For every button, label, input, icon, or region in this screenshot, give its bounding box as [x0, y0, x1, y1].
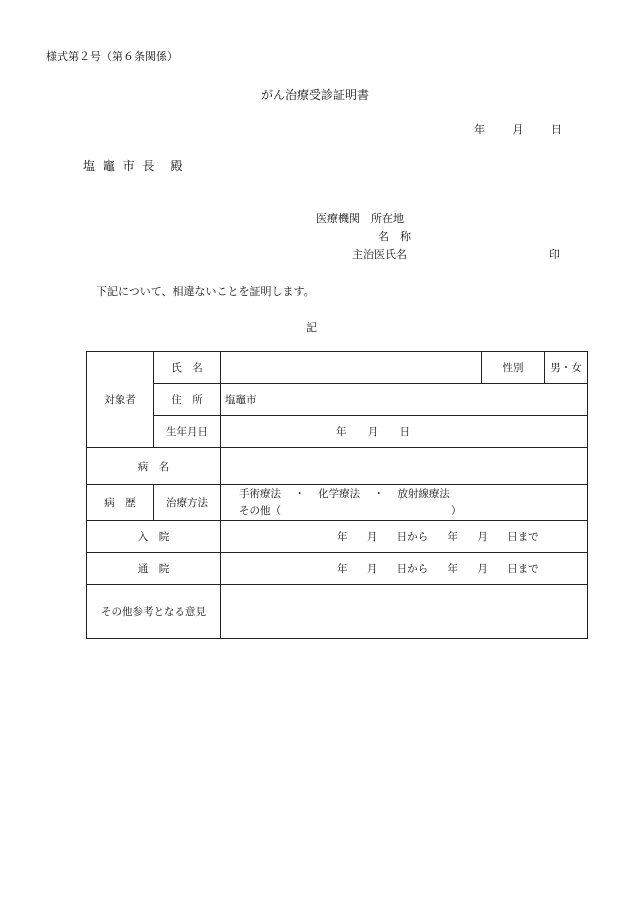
- admission-label: 入 院: [87, 521, 221, 553]
- institution-name-label: 名 称: [378, 230, 411, 243]
- admission-period-field[interactable]: 年 月 日から 年 月 日まで: [221, 521, 588, 553]
- certificate-table: [86, 351, 588, 639]
- birthdate-value-field[interactable]: 年 月 日: [221, 416, 588, 448]
- sex-options[interactable]: 男・女: [545, 352, 588, 384]
- seal-mark: 印: [549, 248, 560, 261]
- doctor-name-label: 主治医氏名: [352, 248, 407, 261]
- treatment-other: [225, 503, 583, 520]
- treatment-other-close: ）: [451, 504, 462, 517]
- remarks-label: その他参考となる意見: [87, 585, 221, 639]
- outpatient-period-field[interactable]: 年 月 日から 年 月 日まで: [221, 553, 588, 585]
- record-mark: 記: [306, 321, 317, 334]
- remarks-value-field[interactable]: [221, 585, 588, 639]
- outpatient-label: 通 院: [87, 553, 221, 585]
- history-label: 病 歴: [87, 485, 154, 521]
- institution-address-label: 医療機関 所在地: [316, 212, 404, 225]
- birthdate-label: 生年月日: [154, 416, 221, 448]
- disease-label: 病 名: [87, 448, 221, 485]
- treatment-other-open: その他（: [239, 504, 281, 517]
- address-label: 住 所: [154, 384, 221, 416]
- certification-statement: 下記について、相違ないことを証明します。: [96, 285, 315, 298]
- treatment-label: 治療方法: [154, 485, 221, 521]
- addressee: 塩 竈 市 長 殿: [83, 159, 185, 173]
- disease-value-field[interactable]: [221, 448, 588, 485]
- issue-date-line: 年 月 日: [474, 123, 562, 136]
- document-title: がん治療受診証明書: [260, 88, 369, 102]
- subject-label: 対象者: [87, 352, 154, 448]
- treatment-options: 手術療法 ・ 化学療法 ・ 放射線療法: [239, 487, 450, 500]
- form-number: 様式第２号（第６条関係）: [46, 50, 178, 63]
- name-label: 氏 名: [154, 352, 221, 384]
- address-value-field[interactable]: 塩竈市: [221, 384, 588, 416]
- sex-label: 性別: [482, 352, 545, 384]
- treatment-options-field[interactable]: [221, 485, 588, 521]
- name-value-field[interactable]: [221, 352, 482, 384]
